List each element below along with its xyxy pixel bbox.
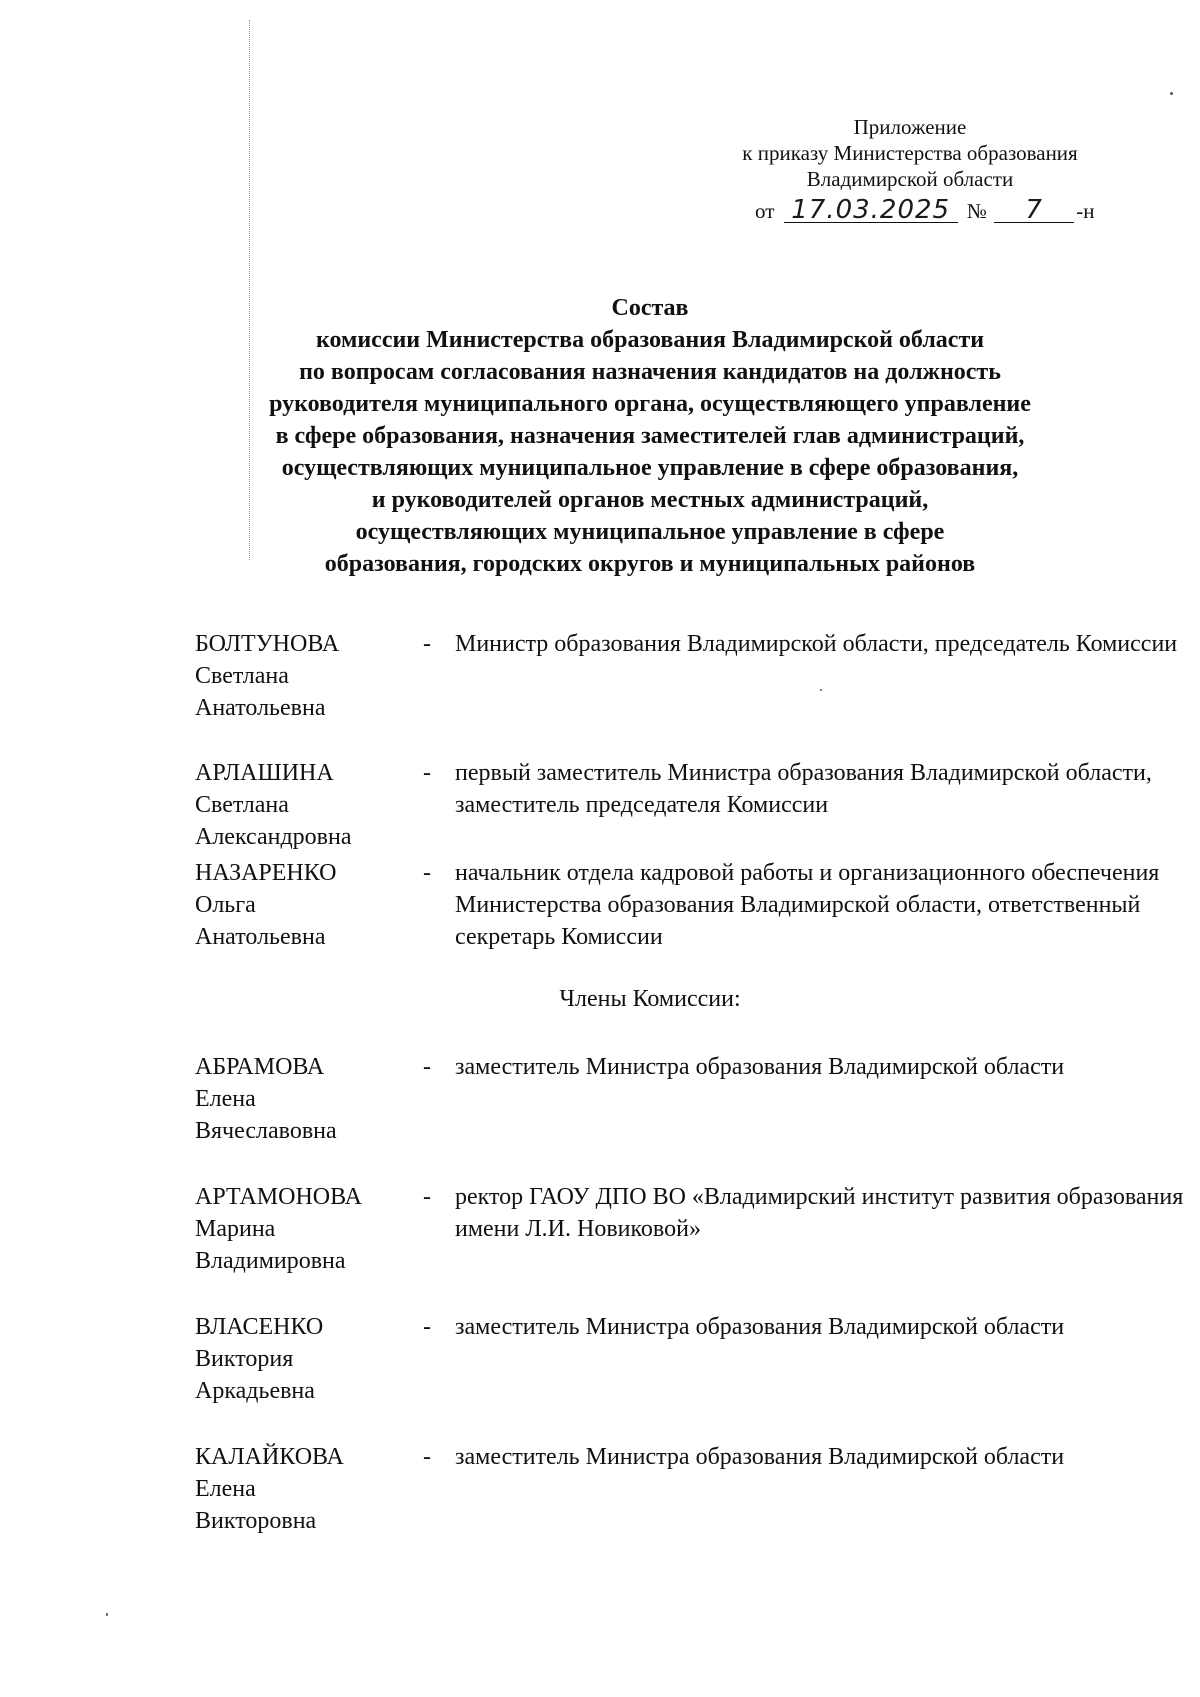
member-surname: АРЛАШИНА (195, 760, 334, 786)
document-title (150, 292, 1150, 580)
order-date-number (755, 195, 1095, 225)
member-first-name: Виктория (195, 1346, 294, 1372)
title-line: осуществляющих муниципальное управление в сфере образования, (281, 455, 1019, 481)
members-heading: Члены Комиссии: (559, 986, 741, 1012)
member-patronymic: Викторовна (195, 1508, 317, 1534)
scan-speck (820, 689, 822, 691)
member-name (195, 857, 425, 953)
title-line: комиссии Министерства образования Владимирской области (315, 327, 985, 353)
member-patronymic: Аркадьевна (195, 1378, 315, 1404)
member-dash: - (423, 760, 431, 786)
title-line: осуществляющих муниципальное управление в сфере (355, 519, 945, 545)
member-role: Министр образования Владимирской области, председатель Комиссии (455, 631, 1178, 657)
member-first-name: Марина (195, 1216, 276, 1242)
member-surname: АРТАМОНОВА (195, 1184, 362, 1210)
title-line: образования, городских округов и муниципальных районов (324, 551, 976, 577)
member-surname: БОЛТУНОВА (195, 631, 340, 657)
annex-title: Приложение (853, 115, 967, 139)
member-surname: НАЗАРЕНКО (195, 860, 337, 886)
title-line: и руководителей органов местных администраций, (371, 487, 929, 513)
member-dash: - (423, 860, 431, 886)
date-prefix: от (755, 199, 775, 223)
number-suffix: -н (1076, 199, 1095, 223)
member-dash: - (423, 1184, 431, 1210)
member-patronymic: Анатольевна (195, 695, 326, 721)
member-name (195, 757, 425, 853)
number-sign: № (966, 199, 987, 223)
member-name (195, 628, 425, 724)
member-name (195, 1441, 425, 1537)
member-first-name: Елена (195, 1086, 256, 1112)
member-first-name: Светлана (195, 663, 289, 689)
member-patronymic: Александровна (195, 824, 352, 850)
member-role: первый заместитель Министра образования Владимирской области, заместитель председателя Комиссии (455, 760, 1152, 818)
annex-header (680, 114, 1140, 192)
member-name (195, 1051, 425, 1147)
member-patronymic: Вячеславовна (195, 1118, 337, 1144)
scan-speck (1170, 92, 1173, 95)
handwritten-number: 7 (994, 198, 1074, 223)
member-surname: ВЛАСЕНКО (195, 1314, 324, 1340)
member-dash: - (423, 1054, 431, 1080)
member-first-name: Елена (195, 1476, 256, 1502)
title-line: по вопросам согласования назначения кандидатов на должность (299, 359, 1001, 385)
member-patronymic: Анатольевна (195, 924, 326, 950)
member-surname: АБРАМОВА (195, 1054, 325, 1080)
member-name (195, 1311, 425, 1407)
member-role: начальник отдела кадровой работы и организационного обеспечения Министерства образования Владимирской области, ответственный секретарь Комиссии (455, 860, 1160, 950)
member-role: заместитель Министра образования Владимирской области (455, 1314, 1065, 1340)
member-role: заместитель Министра образования Владимирской области (455, 1444, 1065, 1470)
member-role: заместитель Министра образования Владимирской области (455, 1054, 1065, 1080)
member-surname: КАЛАЙКОВА (195, 1444, 344, 1470)
title-line: руководителя муниципального органа, осуществляющего управление (269, 391, 1031, 417)
member-name (195, 1181, 425, 1277)
title-heading: Состав (611, 295, 689, 321)
member-dash: - (423, 631, 431, 657)
title-line: в сфере образования, назначения заместителей глав администраций, (275, 423, 1025, 449)
member-dash: - (423, 1444, 431, 1470)
annex-region: Владимирской области (806, 167, 1014, 191)
scan-speck (106, 1613, 108, 1616)
member-patronymic: Владимировна (195, 1248, 346, 1274)
member-first-name: Ольга (195, 892, 256, 918)
handwritten-date: 17.03.2025 (784, 198, 958, 223)
annex-order-reference: к приказу Министерства образования (742, 141, 1078, 165)
member-dash: - (423, 1314, 431, 1340)
member-role: ректор ГАОУ ДПО ВО «Владимирский институт развития образования имени Л.И. Новиковой» (455, 1184, 1184, 1242)
member-first-name: Светлана (195, 792, 289, 818)
